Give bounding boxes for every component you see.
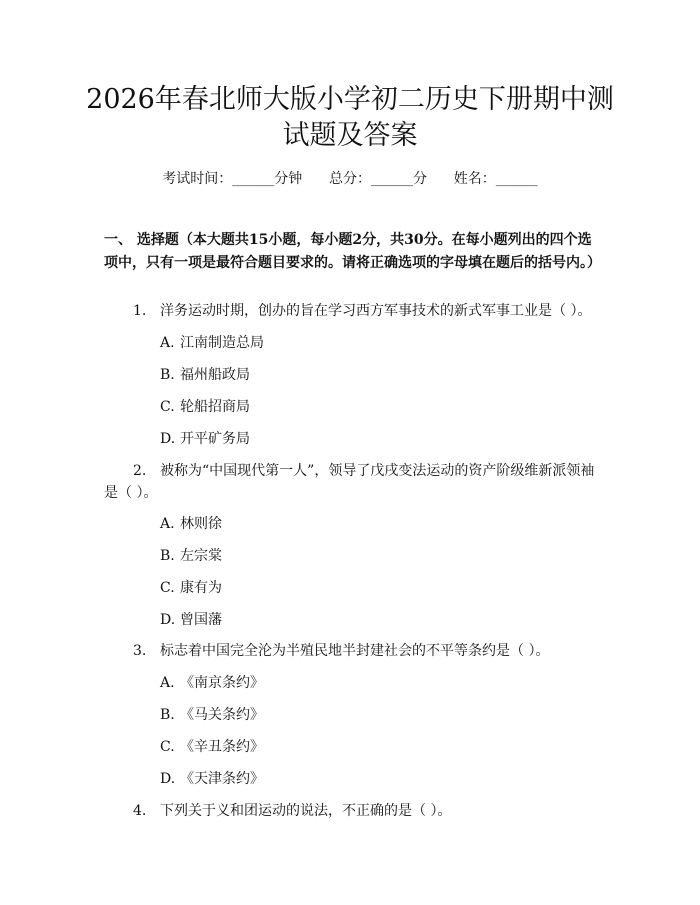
question-number: 4. — [133, 803, 147, 819]
option-label: B. — [160, 367, 175, 383]
option-item — [160, 396, 250, 418]
option-label: B. — [160, 548, 175, 564]
option-text: 康有为 — [180, 580, 222, 596]
option-text: 曾国藩 — [180, 612, 222, 628]
page-title-line1: 2026年春北师大版小学初二历史下册期中测 — [86, 84, 614, 115]
question-number: 3. — [133, 643, 147, 659]
option-text: 《辛丑条约》 — [180, 739, 264, 755]
option-item — [160, 364, 250, 386]
option-text: 江南制造总局 — [180, 335, 264, 351]
option-item — [160, 704, 264, 726]
page-title-line2: 试题及答案 — [282, 120, 418, 151]
question-text: 下列关于义和团运动的说法，不正确的是（ ）。 — [160, 803, 452, 819]
option-text: 《南京条约》 — [180, 675, 264, 691]
question-number: 1. — [133, 303, 147, 319]
option-text: 《天津条约》 — [180, 771, 264, 787]
section-heading: 一、 选择题（本大题共15小题，每小题2分，共30分。在每小题列出的四个选项中，只有一项是最符合题目要求的。请将正确选项的字母填在题后的括号内。） — [104, 232, 601, 271]
option-text: 《马关条约》 — [180, 707, 264, 723]
option-label: C. — [160, 739, 175, 755]
option-item — [160, 428, 250, 450]
option-label: D. — [160, 612, 176, 628]
option-label: D. — [160, 771, 176, 787]
question-text-continued: 是（ ）。 — [104, 485, 158, 501]
option-item — [160, 736, 264, 758]
question-text: 标志着中国完全沦为半殖民地半封建社会的不平等条约是（ ）。 — [160, 643, 550, 659]
option-label: A. — [160, 335, 175, 351]
option-text: 轮船招商局 — [180, 399, 250, 415]
option-label: A. — [160, 675, 175, 691]
option-label: C. — [160, 399, 175, 415]
option-item — [160, 332, 264, 354]
option-item — [160, 545, 222, 567]
option-text: 林则徐 — [180, 516, 222, 532]
option-label: B. — [160, 707, 175, 723]
option-item — [160, 577, 222, 599]
option-label: A. — [160, 516, 175, 532]
question-text: 洋务运动时期，创办的旨在学习西方军事技术的新式军事工业是（ ）。 — [160, 303, 592, 319]
option-item — [160, 672, 264, 694]
option-item — [160, 609, 222, 631]
option-text: 开平矿务局 — [180, 431, 250, 447]
option-label: C. — [160, 580, 175, 596]
question-number: 2. — [133, 463, 147, 479]
option-text: 福州船政局 — [180, 367, 250, 383]
option-item — [160, 768, 264, 790]
exam-info-line: 考试时间：______分钟 总分：______分 姓名：______ — [162, 171, 538, 187]
option-item — [160, 513, 222, 535]
question-2 — [0, 460, 700, 504]
question-text: 被称为“中国现代第一人”，领导了戊戌变法运动的资产阶级维新派领袖 — [160, 463, 595, 479]
option-text: 左宗棠 — [180, 548, 222, 564]
option-label: D. — [160, 431, 176, 447]
